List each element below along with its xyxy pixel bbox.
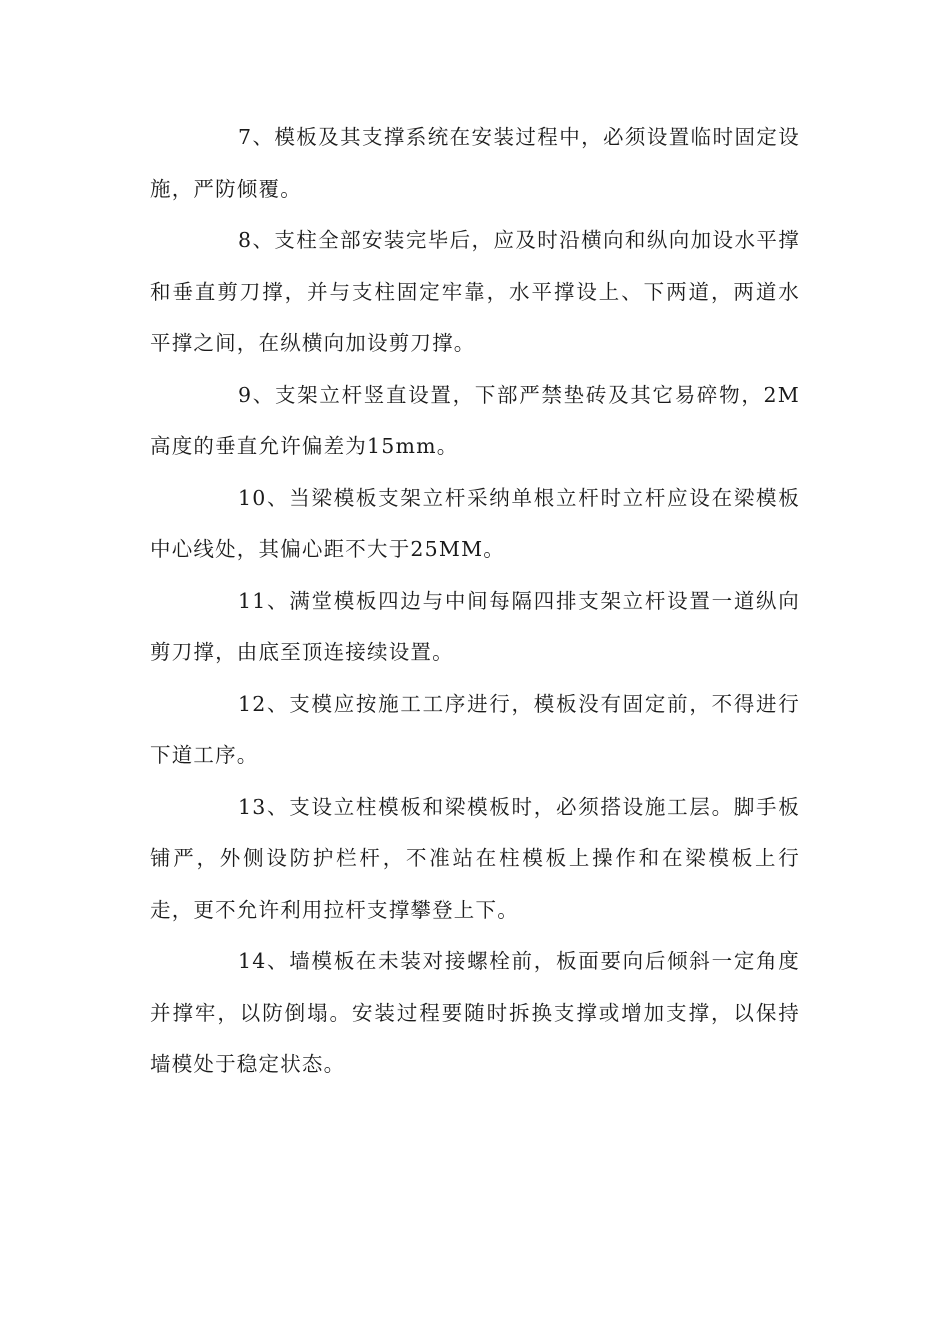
paragraph-11: 11、满堂模板四边与中间每隔四排支架立杆设置一道纵向剪刀撑，由底至顶连接续设置。 [150,588,800,664]
paragraph-12: 12、支模应按施工工序进行，模板没有固定前，不得进行下道工序。 [150,691,800,767]
paragraph-9: 9、支架立杆竖直设置，下部严禁垫砖及其它易碎物，2M高度的垂直允许偏差为15mm。 [150,382,800,458]
paragraph-8: 8、支柱全部安装完毕后，应及时沿横向和纵向加设水平撑和垂直剪刀撑，并与支柱固定牢靠，水平撑设上、下两道，两道水平撑之间，在纵横向加设剪刀撑。 [150,228,800,355]
paragraph-14: 14、墙模板在未装对接螺栓前，板面要向后倾斜一定角度并撑牢，以防倒塌。安装过程要随时拆换支撑或增加支撑，以保持墙模处于稳定状态。 [150,949,800,1076]
paragraph-10: 10、当梁模板支架立杆采纳单根立杆时立杆应设在梁模板中心线处，其偏心距不大于25MM。 [150,485,800,561]
document-body [150,112,800,1091]
paragraph-7: 7、模板及其支撑系统在安装过程中，必须设置临时固定设施，严防倾覆。 [150,125,800,201]
paragraph-13: 13、支设立柱模板和梁模板时，必须搭设施工层。脚手板铺严，外侧设防护栏杆，不准站在柱模板上操作和在梁模板上行走，更不允许利用拉杆支撑攀登上下。 [150,794,800,922]
